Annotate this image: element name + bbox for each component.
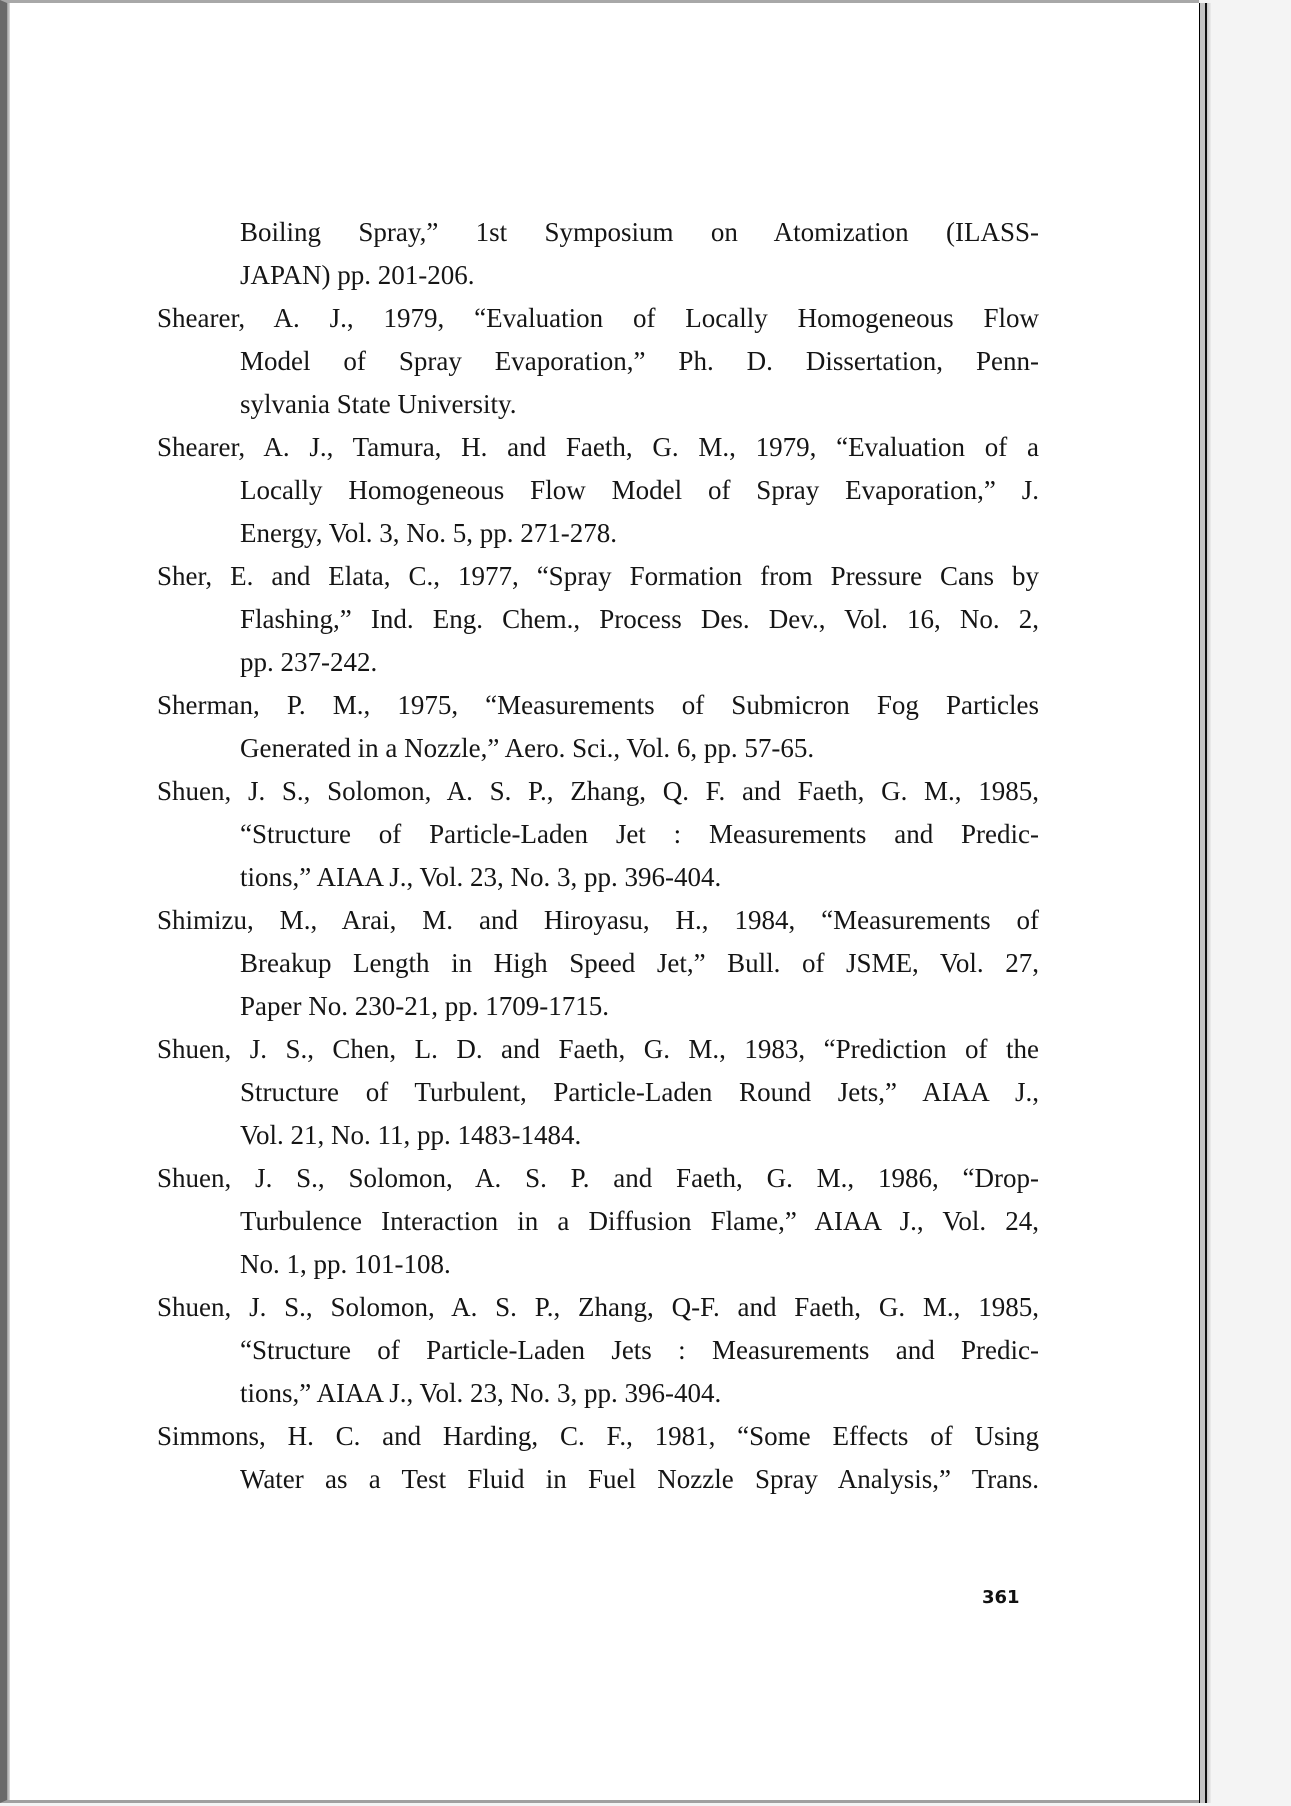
reference-entry: [157, 211, 1039, 297]
reference-entry: [157, 899, 1039, 1028]
reference-line-first: Simmons, H. C. and Harding, C. F., 1981, “Some Effects of Using: [157, 1421, 1039, 1451]
reference-entry: [157, 770, 1039, 899]
reference-line: No. 1, pp. 101-108.: [240, 1249, 451, 1279]
page-edge-shadow: [1199, 3, 1211, 1803]
reference-line-first: Shuen, J. S., Solomon, A. S. P., Zhang, Q. F. and Faeth, G. M., 1985,: [157, 776, 1039, 806]
reference-line: Structure of Turbulent, Particle-Laden Round Jets,” AIAA J.,: [240, 1077, 1039, 1107]
reference-entry: [157, 1157, 1039, 1286]
reference-entry: [157, 684, 1039, 770]
reference-line: tions,” AIAA J., Vol. 23, No. 3, pp. 396-404.: [240, 862, 722, 892]
reference-line-first: Shearer, A. J., Tamura, H. and Faeth, G. M., 1979, “Evaluation of a: [157, 432, 1039, 462]
reference-line: Water as a Test Fluid in Fuel Nozzle Spray Analysis,” Trans.: [240, 1464, 1039, 1494]
reference-line: Turbulence Interaction in a Diffusion Flame,” AIAA J., Vol. 24,: [240, 1206, 1039, 1236]
reference-entry: [157, 555, 1039, 684]
reference-line-first: Sher, E. and Elata, C., 1977, “Spray Formation from Pressure Cans by: [157, 561, 1039, 591]
reference-line-first: Sherman, P. M., 1975, “Measurements of Submicron Fog Particles: [157, 690, 1039, 720]
reference-line-first: Boiling Spray,” 1st Symposium on Atomization (ILASS-: [240, 217, 1039, 247]
reference-line-first: Shearer, A. J., 1979, “Evaluation of Locally Homogeneous Flow: [157, 303, 1039, 333]
reference-line: pp. 237-242.: [240, 647, 378, 677]
reference-line-first: Shuen, J. S., Chen, L. D. and Faeth, G. M., 1983, “Prediction of the: [157, 1034, 1039, 1064]
reference-entry: [157, 1415, 1039, 1501]
reference-line: Energy, Vol. 3, No. 5, pp. 271-278.: [240, 518, 617, 548]
reference-line-first: Shuen, J. S., Solomon, A. S. P., Zhang, Q-F. and Faeth, G. M., 1985,: [157, 1292, 1039, 1322]
reference-line: sylvania State University.: [240, 389, 517, 419]
reference-line-first: Shuen, J. S., Solomon, A. S. P. and Faeth, G. M., 1986, “Drop-: [157, 1163, 1039, 1193]
reference-list: [157, 211, 1039, 1501]
reference-line: “Structure of Particle-Laden Jet : Measurements and Predic-: [240, 819, 1039, 849]
reference-line: Flashing,” Ind. Eng. Chem., Process Des. Dev., Vol. 16, No. 2,: [240, 604, 1039, 634]
reference-line: Generated in a Nozzle,” Aero. Sci., Vol. 6, pp. 57-65.: [240, 733, 815, 763]
reference-line-first: Shimizu, M., Arai, M. and Hiroyasu, H., 1984, “Measurements of: [157, 905, 1039, 935]
reference-entry: [157, 1028, 1039, 1157]
reference-line: Locally Homogeneous Flow Model of Spray Evaporation,” J.: [240, 475, 1039, 505]
reference-line: Model of Spray Evaporation,” Ph. D. Dissertation, Penn-: [240, 346, 1039, 376]
reference-line: tions,” AIAA J., Vol. 23, No. 3, pp. 396-404.: [240, 1378, 722, 1408]
reference-entry: [157, 426, 1039, 555]
reference-entry: [157, 1286, 1039, 1415]
reference-line: “Structure of Particle-Laden Jets : Measurements and Predic-: [240, 1335, 1039, 1365]
reference-line: Paper No. 230-21, pp. 1709-1715.: [240, 991, 609, 1021]
reference-line: Vol. 21, No. 11, pp. 1483-1484.: [240, 1120, 582, 1150]
reference-line: JAPAN) pp. 201-206.: [240, 260, 475, 290]
reference-entry: [157, 297, 1039, 426]
page-number: 361: [982, 1587, 1020, 1608]
reference-line: Breakup Length in High Speed Jet,” Bull. of JSME, Vol. 27,: [240, 948, 1039, 978]
